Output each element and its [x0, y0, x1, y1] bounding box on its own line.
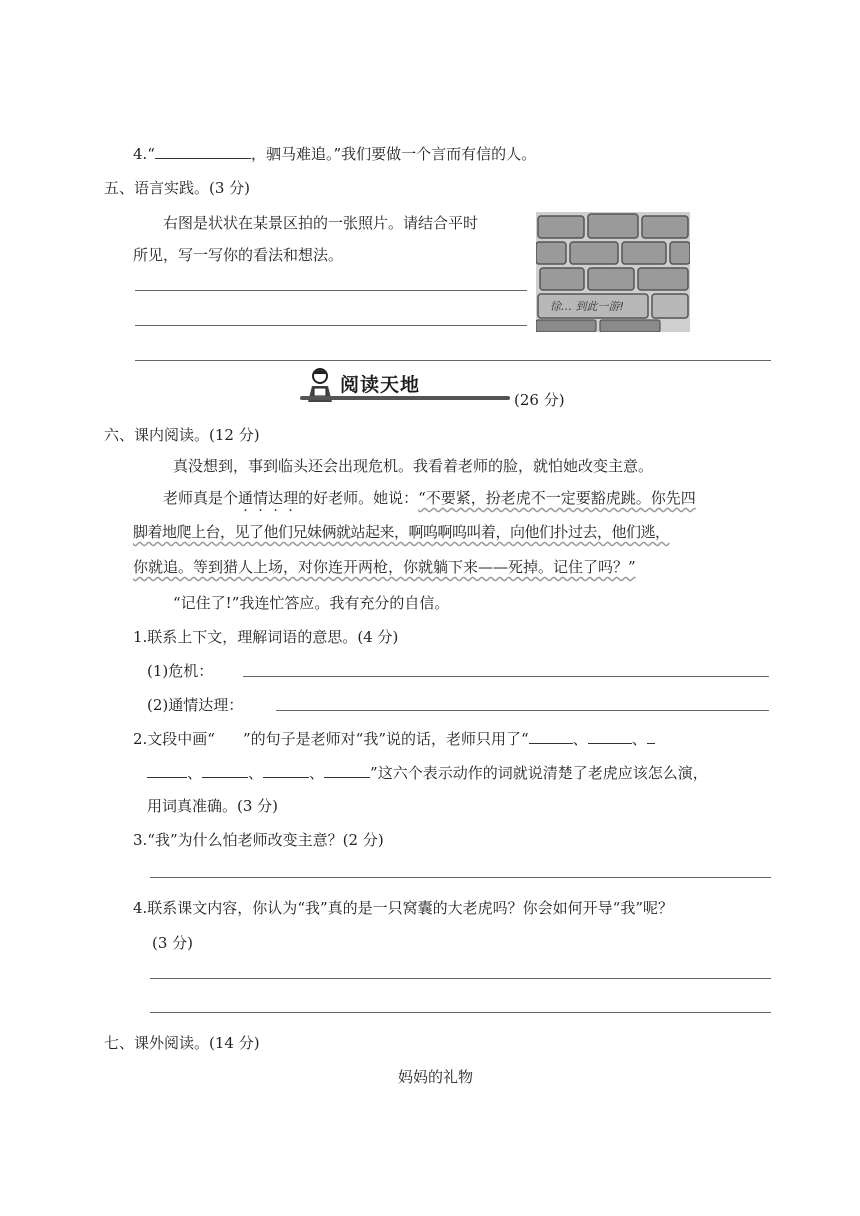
verb-blank-5[interactable]: [263, 763, 309, 778]
section5-answer-line-3[interactable]: [135, 360, 771, 361]
question-3-answer-line[interactable]: [150, 877, 771, 878]
question-2-tail: ”这六个表示动作的词就说清楚了老虎应该怎么演，: [370, 764, 708, 782]
photo-graffiti: 徐… 到此一游!: [550, 300, 624, 313]
section6-para2-line1: [163, 487, 696, 508]
question-2-lead: 2.文段中画“: [133, 730, 215, 748]
section5-line2: 所见，写一写你的看法和想法。: [133, 246, 344, 264]
banner-underline: [300, 396, 510, 400]
section6-para1: 真没想到，事到临头还会出现危机。我看着老师的脸，就怕她改变主意。: [173, 457, 654, 475]
verb-blank-1[interactable]: [529, 729, 573, 744]
brick-wall-photo: [536, 212, 690, 332]
separator: 、: [309, 764, 325, 782]
verb-blank-2[interactable]: [588, 729, 632, 744]
verb-blank-4[interactable]: [202, 763, 248, 778]
question-4: 4.联系课文内容，你认为“我”真的是一只窝囊的大老虎吗？你会如何开导“我”呢？: [133, 899, 673, 917]
section6-para3: “记住了!”我连忙答应。我有充分的自信。: [173, 594, 450, 612]
section6-heading: 六、课内阅读。(12 分): [104, 426, 260, 444]
child-reading-icon: [300, 366, 340, 406]
section5-line1: 右图是状状在某景区拍的一张照片。请结合平时: [163, 214, 479, 232]
teacher-quote-1: “不要紧，扮老虎不一定要豁虎跳。你先四: [418, 489, 696, 507]
banner-title: 阅读天地: [340, 374, 421, 396]
para2-mid: 的好老师。她说：: [298, 489, 419, 507]
para2-lead: 老师真是个: [163, 489, 239, 507]
question-2-line1: [133, 728, 655, 749]
question-3: 3.“我”为什么怕老师改变主意？(2 分): [133, 831, 384, 849]
section5-answer-line-1[interactable]: [135, 290, 527, 291]
question-1: 1.联系上下文，理解词语的意思。(4 分): [133, 628, 399, 646]
section7-title: 妈妈的礼物: [398, 1068, 474, 1086]
question-2-line2: [147, 762, 708, 783]
question-1b-answer-line[interactable]: [276, 710, 769, 711]
separator: 、: [631, 730, 647, 748]
brick-wall-image: [536, 212, 690, 332]
question-4-answer-line-2[interactable]: [150, 1012, 771, 1013]
question-2-line3: 用词真准确。(3 分): [147, 797, 279, 815]
verb-blank-3[interactable]: [147, 763, 187, 778]
question-2-mid: ”的句子是老师对“我”说的话，老师只用了“: [242, 730, 529, 748]
separator: 、: [248, 764, 264, 782]
separator: 、: [572, 730, 588, 748]
banner-score: (26 分): [514, 391, 565, 409]
section7-heading: 七、课外阅读。(14 分): [104, 1034, 260, 1052]
dotted-char: 理: [283, 489, 299, 507]
dotted-word: [238, 489, 298, 507]
section5-heading: 五、语言实践。(3 分): [104, 179, 251, 197]
teacher-quote-2: 脚着地爬上台，见了他们兄妹俩就站起来，啊呜啊呜叫着，向他们扑过去，他们逃，: [133, 523, 670, 541]
question-1b-label: (2)通情达理：: [147, 696, 244, 714]
verb-blank-3-start[interactable]: [647, 729, 655, 744]
dotted-char: 通: [238, 489, 254, 507]
question-4-answer-line-1[interactable]: [150, 978, 771, 979]
q4-blank[interactable]: [155, 144, 251, 159]
q4-suffix: ，驷马难追。”我们要做一个言而有信的人。: [250, 145, 537, 163]
section5-answer-line-2[interactable]: [135, 325, 527, 326]
dotted-char: 情: [253, 489, 269, 507]
verb-blank-6[interactable]: [324, 763, 370, 778]
separator: 、: [187, 764, 203, 782]
teacher-quote-3: 你就追。等到猎人上场，对你连开两枪，你就躺下来——死掉。记住了吗？”: [133, 558, 636, 576]
q4-line: [133, 143, 536, 164]
dotted-char: 达: [268, 489, 284, 507]
question-4-score: (3 分): [152, 934, 194, 952]
q4-prefix: 4.“: [133, 145, 155, 163]
question-1a-answer-line[interactable]: [243, 676, 769, 677]
question-1a-label: (1)危机：: [147, 662, 214, 680]
reading-banner: [300, 366, 510, 408]
wavy-underline-sample: [215, 730, 243, 748]
